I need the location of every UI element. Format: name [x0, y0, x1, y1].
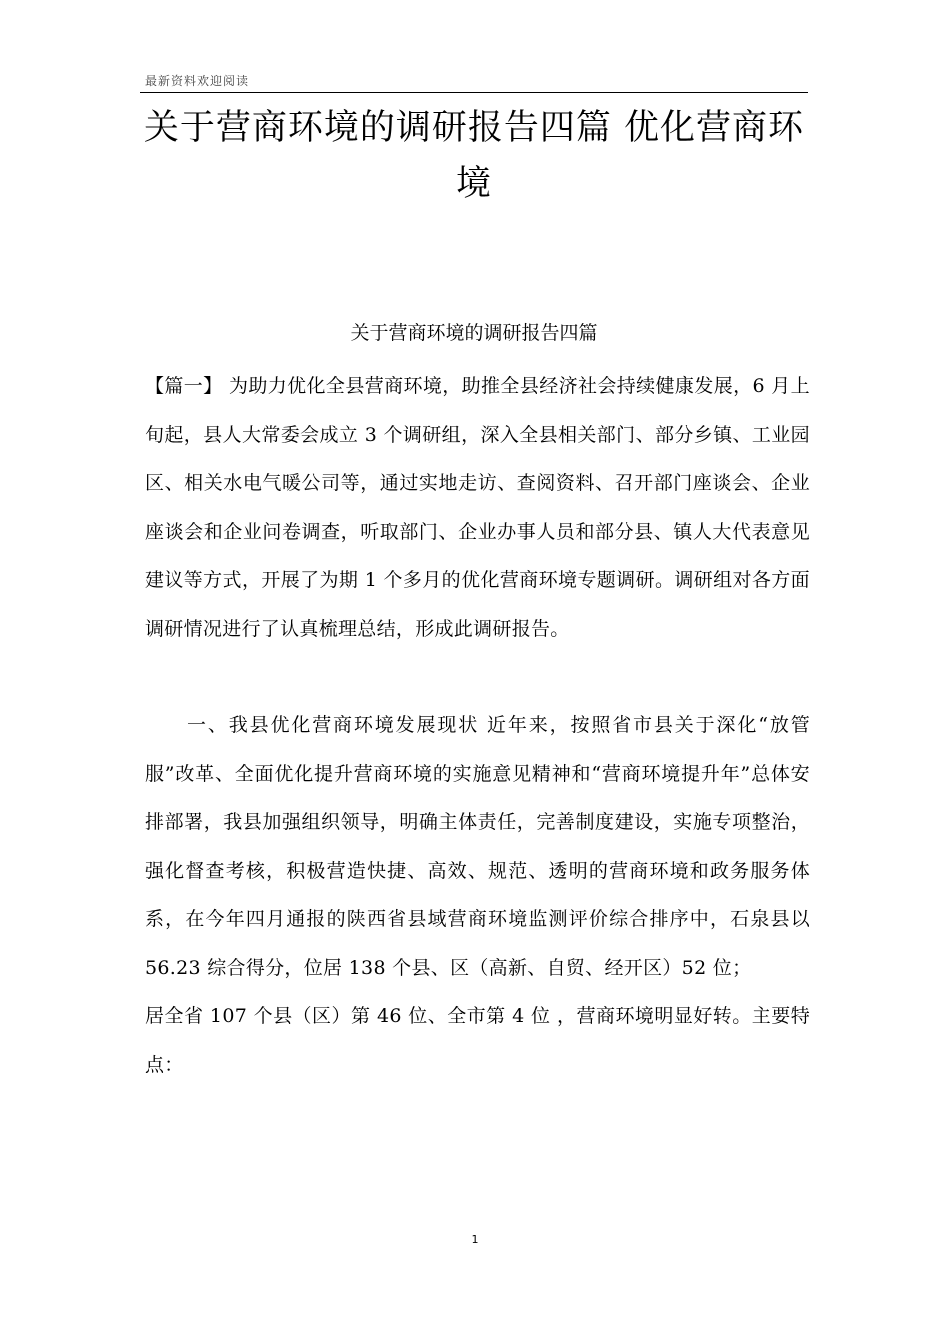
paragraph-spacer [145, 653, 810, 701]
paragraph-3: 居全省 107 个县（区）第 46 位、全市第 4 位 ，营商环境明显好转。主要特点： [145, 1005, 810, 1076]
page-header-text: 最新资料欢迎阅读 [145, 74, 250, 88]
document-body [145, 362, 810, 1089]
paragraph-2: 一、我县优化营商环境发展现状 近年来，按照省市县关于深化“放管服”改革、全面优化提升营商环境的实施意见精神和“营商环境提升年”总体安排部署，我县加强组织领导，明确主体责任，完善制度建设，实施专项整治，强化督查考核，积极营造快捷、高效、规范、透明的营商环境和政务服务体系，在今年四月通报的陕西省县域营商环境监测评价综合排序中，石泉县以 56.23 综合得分，位居 138 个县、区（高新、自贸、经开区）52 位； [145, 714, 810, 979]
document-subtitle: 关于营商环境的调研报告四篇 [350, 322, 598, 344]
document-title: 关于营商环境的调研报告四篇 优化营商环境 [143, 108, 805, 204]
page-number: 1 [471, 1233, 479, 1246]
header-divider [140, 92, 808, 93]
paragraph-1: 【篇一】 为助力优化全县营商环境，助推全县经济社会持续健康发展，6 月上旬起，县人大常委会成立 3 个调研组，深入全县相关部门、部分乡镇、工业园区、相关水电气暖公司等，通过实地走访、查阅资料、召开部门座谈会、企业座谈会和企业问卷调查，听取部门、企业办事人员和部分县、镇人大代表意见建议等方式，开展了为期 1 个多月的优化营商环境专题调研。调研组对各方面调研情况进行了认真梳理总结，形成此调研报告。 [145, 375, 810, 640]
